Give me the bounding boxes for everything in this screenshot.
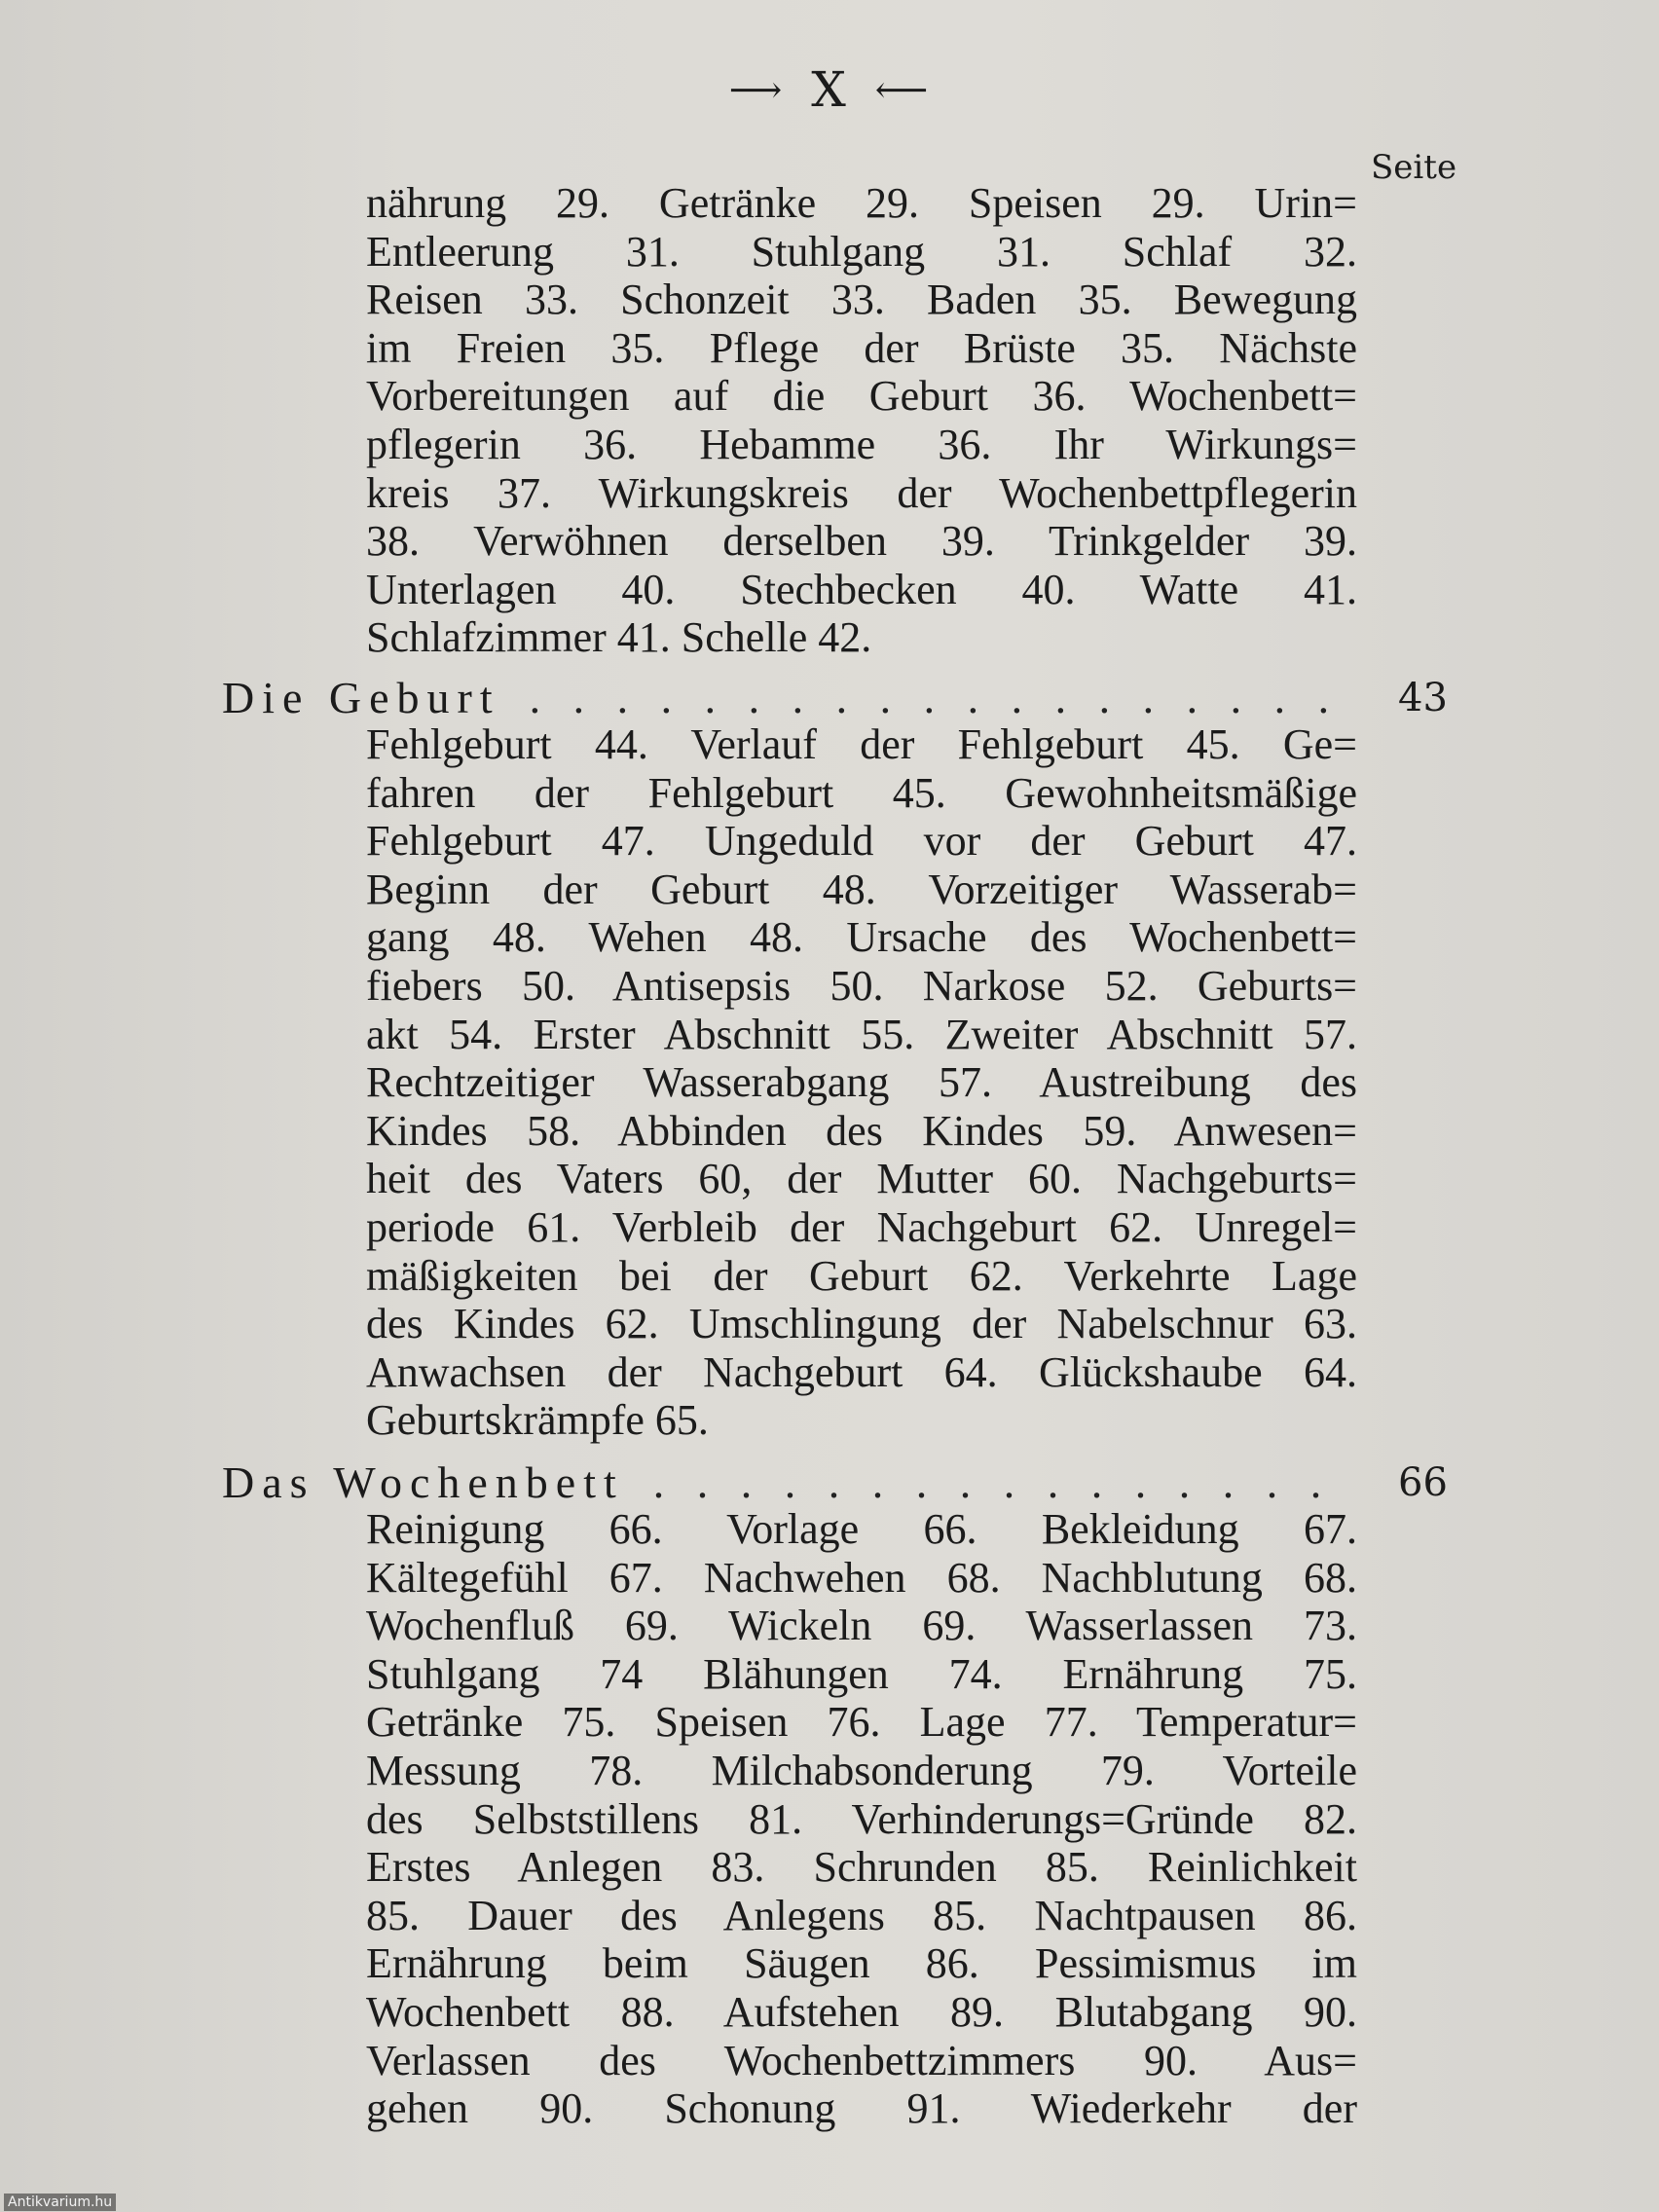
left-arrow-ornament: ⟵ — [874, 68, 931, 111]
text-line: Verlassen des Wochenbettzimmers 90. Aus= — [366, 2036, 1357, 2084]
text-line: pflegerin 36. Hebamme 36. Ihr Wirkungs= — [366, 420, 1357, 468]
text-line: Rechtzeitiger Wasserabgang 57. Austreibung des — [366, 1058, 1357, 1107]
watermark-label: Antikvarium.hu — [4, 2194, 116, 2211]
text-line: Vorbereitungen auf die Geburt 36. Wochenbett= — [366, 372, 1357, 421]
section-page-number: 43 — [1398, 676, 1448, 720]
text-line: fahren der Fehlgeburt 45. Gewohnheitsmäßige — [366, 768, 1357, 817]
section-page-number: 66 — [1398, 1460, 1448, 1505]
text-line: Anwachsen der Nachgeburt 64. Glückshaube 64. — [366, 1347, 1357, 1396]
dot-leader — [530, 672, 1353, 724]
text-line: Reisen 33. Schonzeit 33. Baden 35. Bewegung — [366, 276, 1357, 324]
text-line: nährung 29. Getränke 29. Speisen 29. Urin= — [366, 179, 1357, 227]
toc-section-das-wochenbett — [222, 1456, 1371, 1509]
text-line: 85. Dauer des Anlegens 85. Nachtpausen 86. — [366, 1891, 1357, 1939]
seite-column-label: Seite — [1371, 148, 1457, 187]
text-line: 38. Verwöhnen derselben 39. Trinkgelder 39. — [366, 517, 1357, 566]
text-line: Fehlgeburt 44. Verlauf der Fehlgeburt 45. Ge= — [366, 720, 1357, 768]
section-title: Die Geburt — [222, 673, 500, 722]
text-line: Wochenbett 88. Aufstehen 89. Blutabgang 90. — [366, 1987, 1357, 2036]
section-title: Das Wochenbett — [222, 1457, 624, 1507]
text-line: Schlafzimmer 41. Schelle 42. — [366, 613, 872, 662]
text-line: des Selbststillens 81. Verhinderungs=Gründe 82. — [366, 1794, 1357, 1843]
text-line: akt 54. Erster Abschnitt 55. Zweiter Abschnitt 57. — [366, 1010, 1357, 1058]
text-line: Beginn der Geburt 48. Vorzeitiger Wasserab= — [366, 865, 1357, 913]
toc-section-die-geburt — [222, 672, 1371, 724]
text-line: Stuhlgang 74 Blähungen 74. Ernährung 75. — [366, 1649, 1357, 1698]
text-line: Ernährung beim Säugen 86. Pessimismus im — [366, 1939, 1357, 1988]
text-line: im Freien 35. Pflege der Brüste 35. Nächste — [366, 323, 1357, 372]
text-line: kreis 37. Wirkungskreis der Wochenbettpflegerin — [366, 468, 1357, 517]
text-line: Wochenfluß 69. Wickeln 69. Wasserlassen 73. — [366, 1602, 1357, 1650]
text-line: fiebers 50. Antisepsis 50. Narkose 52. Geburts= — [366, 961, 1357, 1010]
text-line: Kindes 58. Abbinden des Kindes 59. Anwesen= — [366, 1106, 1357, 1155]
text-line: Kältegefühl 67. Nachwehen 68. Nachblutung 68. — [366, 1553, 1357, 1602]
text-line: mäßigkeiten bei der Geburt 62. Verkehrte Lage — [366, 1251, 1357, 1300]
text-line: heit des Vaters 60, der Mutter 60. Nachgeburts= — [366, 1155, 1357, 1203]
text-line: gehen 90. Schonung 91. Wiederkehr der — [366, 2084, 1357, 2133]
page-header — [0, 56, 1659, 119]
text-line: Geburtskrämpfe 65. — [366, 1396, 709, 1445]
text-line: periode 61. Verbleib der Nachgeburt 62. Unregel= — [366, 1202, 1357, 1251]
right-arrow-ornament: ⟶ — [728, 68, 785, 111]
text-line: Unterlagen 40. Stechbecken 40. Watte 41. — [366, 565, 1357, 613]
text-line: Erstes Anlegen 83. Schrunden 85. Reinlichkeit — [366, 1843, 1357, 1892]
continuation-entry — [366, 179, 1357, 662]
section-subentries — [366, 720, 1357, 1445]
text-line: Getränke 75. Speisen 76. Lage 77. Temperatur= — [366, 1698, 1357, 1747]
text-line: Reinigung 66. Vorlage 66. Bekleidung 67. — [366, 1505, 1357, 1553]
text-line: Entleerung 31. Stuhlgang 31. Schlaf 32. — [366, 227, 1357, 276]
text-line: Messung 78. Milchabsonderung 79. Vorteile — [366, 1746, 1357, 1794]
roman-page-numeral: X — [811, 61, 848, 118]
text-line: des Kindes 62. Umschlingung der Nabelschnur 63. — [366, 1300, 1357, 1348]
text-line: gang 48. Wehen 48. Ursache des Wochenbett= — [366, 913, 1357, 962]
dot-leader — [653, 1456, 1353, 1509]
section-subentries — [366, 1505, 1357, 2133]
text-line: Fehlgeburt 47. Ungeduld vor der Geburt 47. — [366, 817, 1357, 866]
